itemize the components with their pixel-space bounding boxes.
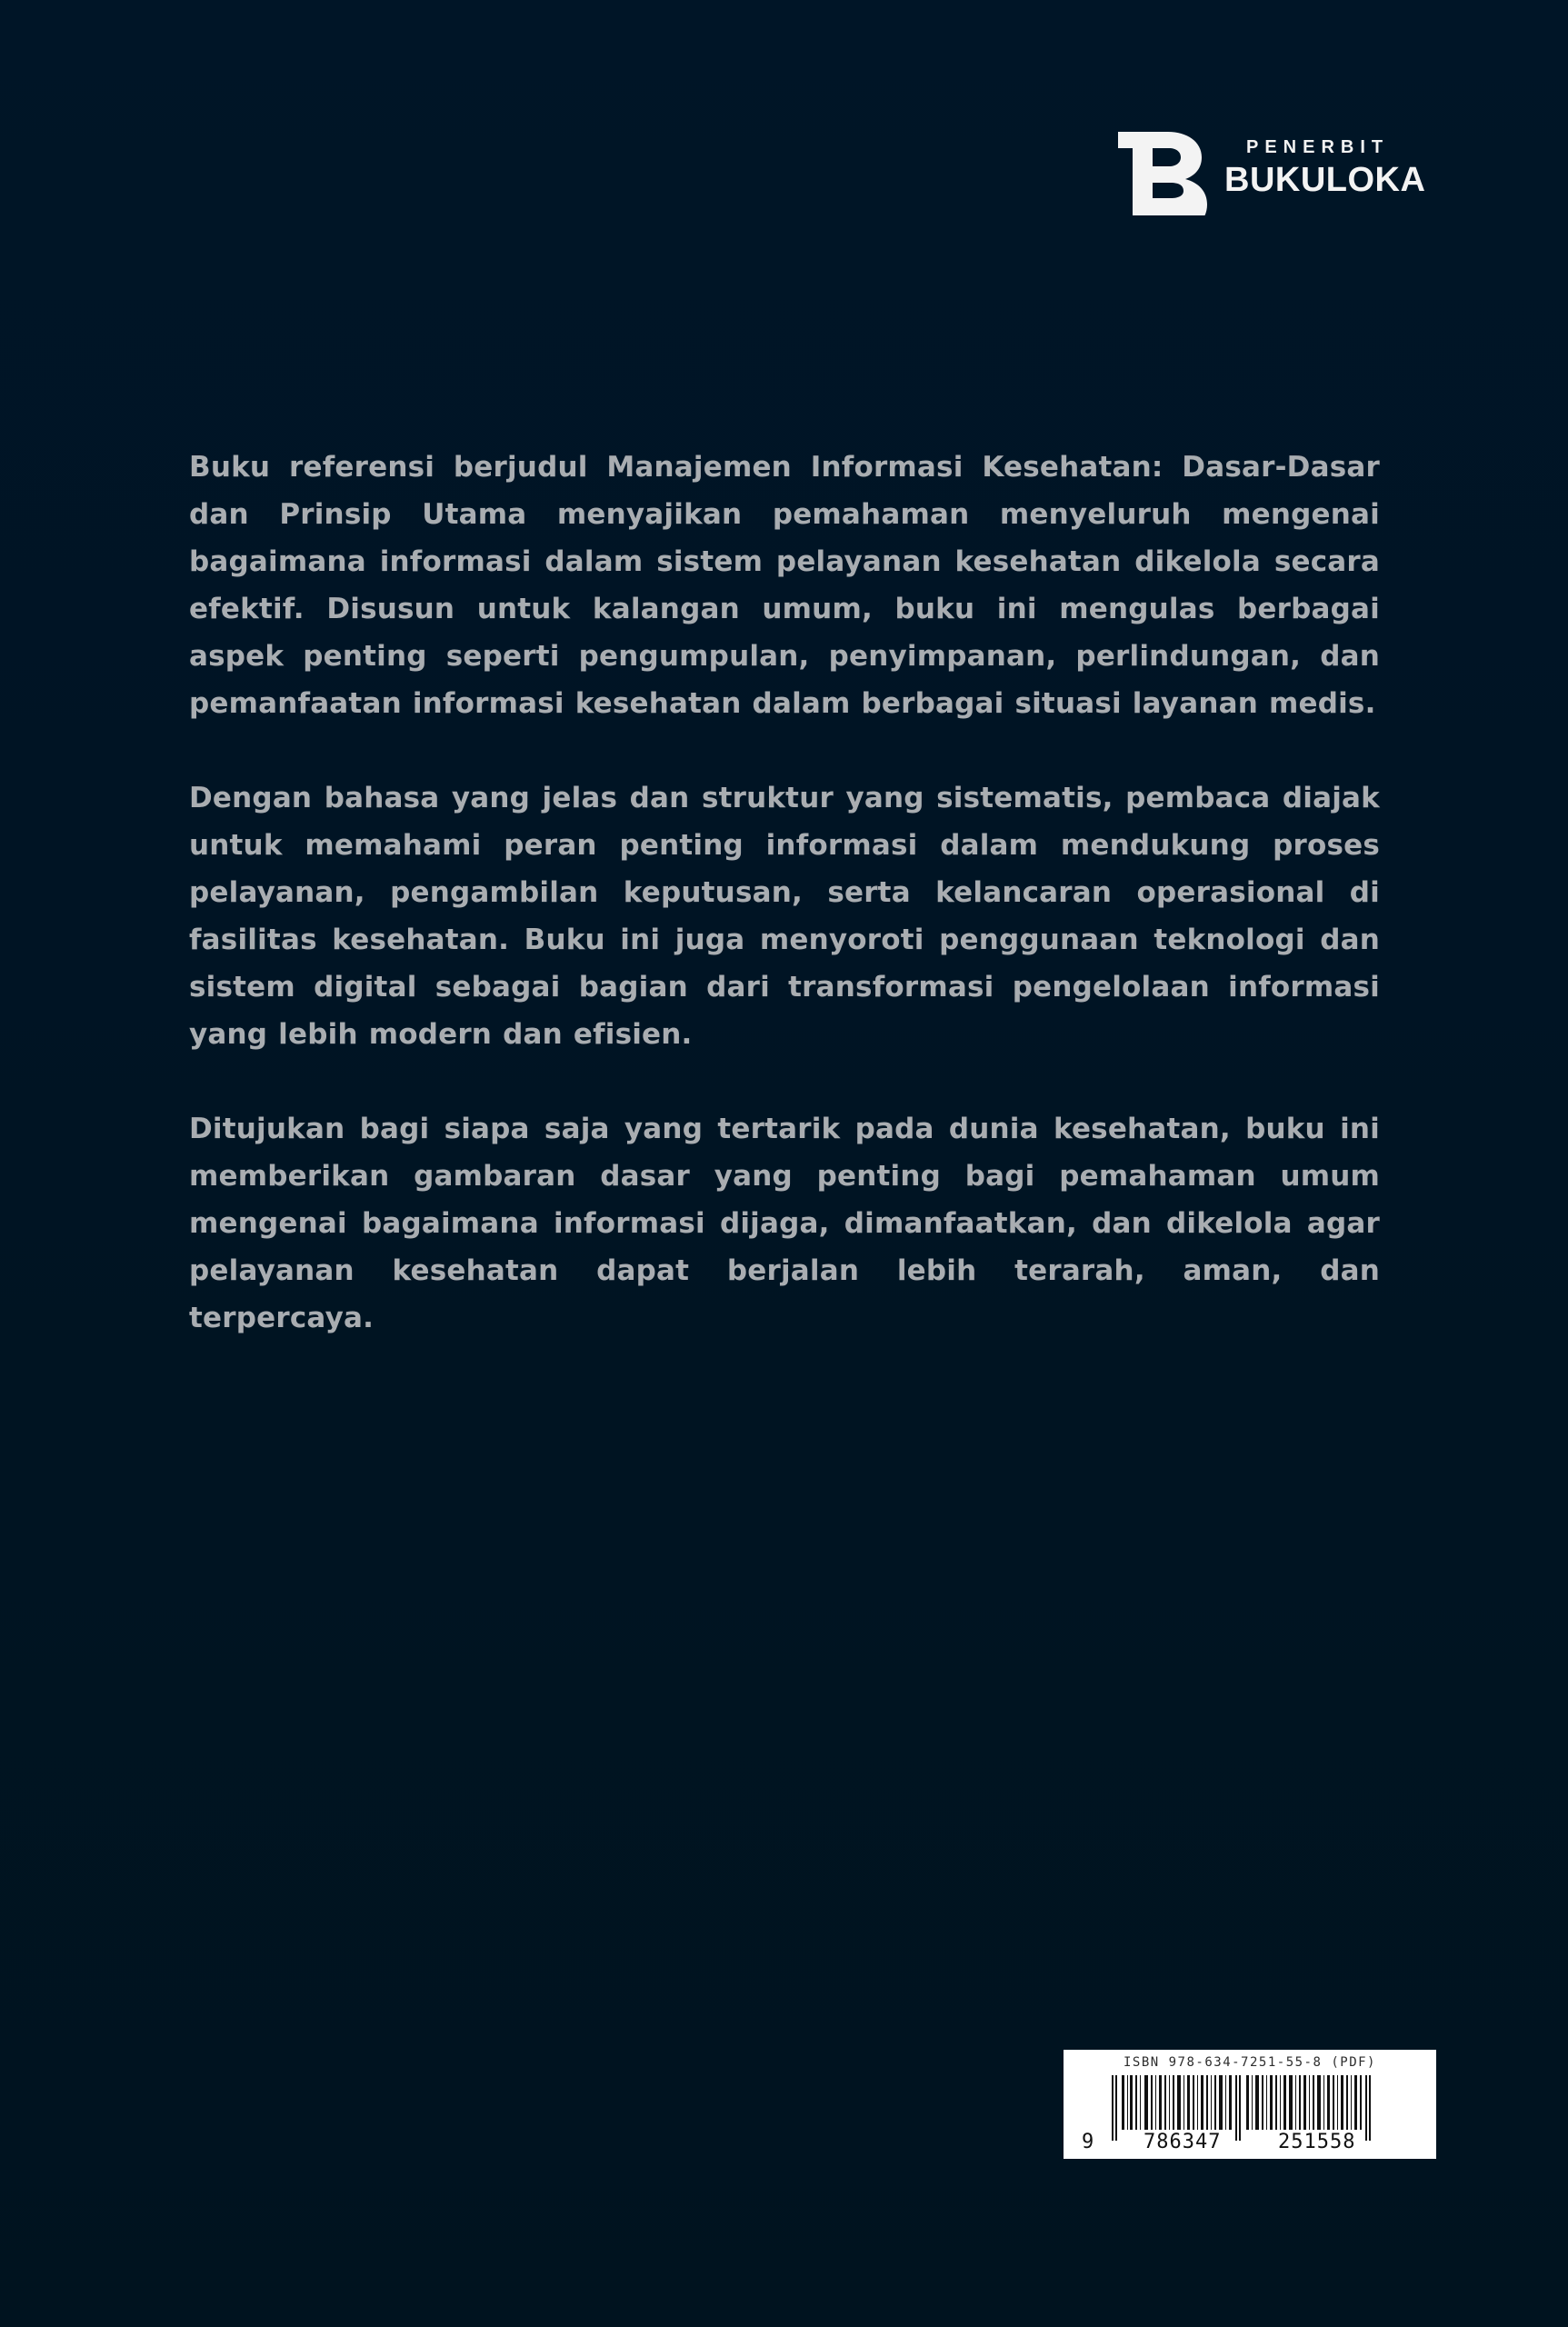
description-paragraph-2: Dengan bahasa yang jelas dan struktur yang sistematis, pembaca diajak untuk memahami peran penting informasi dalam mendukung proses pelayanan, pengambilan keputusan, serta kelancaran operasional di fasilitas kesehatan. Buku ini juga menyoroti penggunaan teknologi dan sistem digital sebagai bagian dari transformasi pengelolaan informasi yang lebih modern dan efisien. [189,782,1380,1051]
publisher-logo-mark [1118,132,1213,215]
publisher-logo [1118,132,1445,218]
publisher-logo-wordmark [1224,137,1447,208]
barcode-right-digits: 251558 [1278,2131,1356,2153]
description-paragraph-1: Buku referensi berjudul Manajemen Informasi Kesehatan: Dasar-Dasar dan Prinsip Utama menyajikan pemahaman menyeluruh mengenai bagaimana informasi dalam sistem pelayanan kesehatan dikelola secara efektif. Disusun untuk kalangan umum, buku ini mengulas berbagai aspek penting seperti pengumpulan, penyimpanan, perlindungan, dan pemanfaatan informasi kesehatan dalam berbagai situasi layanan medis. [189,451,1380,720]
isbn-label: ISBN 978-634-7251-55-8 (PDF) [1123,2055,1376,2070]
publisher-logo-bottom-text: BUKULOKA [1224,161,1426,199]
book-description [189,444,1380,1342]
description-paragraph-3: Ditujukan bagi siapa saja yang tertarik pada dunia kesehatan, buku ini memberikan gambaran dasar yang penting bagi pemahaman umum mengenai bagaimana informasi dijaga, dimanfaatkan, dan dikelola agar pelayanan kesehatan dapat berjalan lebih terarah, aman, dan terpercaya. [189,1113,1380,1334]
isbn-barcode-box [1064,2050,1436,2159]
barcode-leading-digit: 9 [1082,2131,1095,2153]
barcode-left-digits: 786347 [1144,2131,1222,2153]
publisher-logo-top-text: PENERBIT [1246,137,1390,157]
